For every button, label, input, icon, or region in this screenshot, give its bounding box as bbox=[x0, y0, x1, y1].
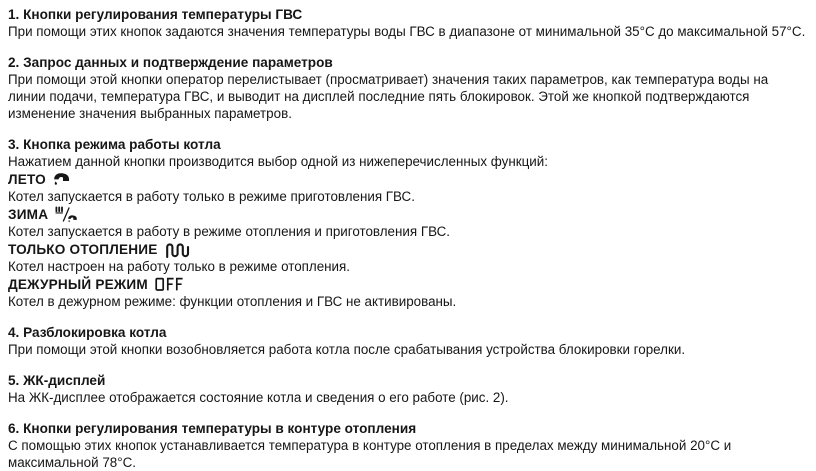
section-data-request bbox=[8, 54, 806, 122]
section-title: 1. Кнопки регулирования температуры ГВС bbox=[8, 7, 303, 22]
faucet-icon bbox=[53, 172, 70, 186]
section-lcd-display bbox=[8, 372, 806, 406]
mode-label: ДЕЖУРНЫЙ РЕЖИМ bbox=[8, 276, 148, 292]
mode-label-row bbox=[8, 205, 806, 223]
section-title: 4. Разблокировка котла bbox=[8, 325, 167, 340]
off-lcd-icon bbox=[155, 277, 185, 292]
radiator-slash-faucet-icon bbox=[55, 206, 77, 223]
section-title: 2. Запрос данных и подтверждение параметров bbox=[8, 55, 333, 70]
mode-label: ТОЛЬКО ОТОПЛЕНИЕ bbox=[8, 241, 158, 257]
section-body: На ЖК-дисплее отображается состояние котла и сведения о его работе (рис. 2). bbox=[8, 390, 509, 405]
mode-label-row bbox=[8, 170, 806, 188]
radiator-coil-icon bbox=[165, 241, 190, 258]
section-intro: Нажатием данной кнопки производится выбор одной из нижеперечисленных функций: bbox=[8, 154, 548, 169]
section-title: 5. ЖК-дисплей bbox=[8, 373, 106, 388]
mode-description: Котел запускается в работу только в режиме приготовления ГВС. bbox=[8, 189, 415, 204]
section-dhw-temp-buttons bbox=[8, 6, 806, 40]
mode-summer bbox=[8, 170, 806, 205]
mode-label: ЛЕТО bbox=[8, 171, 46, 187]
mode-label: ЗИМА bbox=[8, 206, 49, 222]
mode-description: Котел настроен на работу только в режиме отопления. bbox=[8, 259, 351, 274]
mode-standby bbox=[8, 275, 806, 310]
mode-label-row bbox=[8, 275, 806, 293]
mode-heating-only bbox=[8, 240, 806, 275]
section-title: 6. Кнопки регулирования температуры в контуре отопления bbox=[8, 421, 417, 436]
mode-description: Котел в дежурном режиме: функции отопления и ГВС не активированы. bbox=[8, 294, 457, 309]
section-body: При помощи этой кнопки оператор перелистывает (просматривает) значения таких параметров, как температура воды на линии подачи, температура ГВС, и выводит на дисплей последние пять блокировок. Этой же кнопкой подтверждаются изменение значения выбранных параметров. bbox=[8, 72, 769, 121]
section-body: При помощи этих кнопок задаются значения температуры воды ГВС в диапазоне от минимальной 35°C до максимальной 57°C. bbox=[8, 24, 806, 39]
section-heating-temp-buttons bbox=[8, 420, 806, 471]
section-body: С помощью этих кнопок устанавливается температура в контуре отопления в пределах между минимальной 20°C и максимальной 78°C. bbox=[8, 438, 732, 470]
mode-winter bbox=[8, 205, 806, 240]
section-title: 3. Кнопка режима работы котла bbox=[8, 137, 221, 152]
section-boiler-mode-button bbox=[8, 136, 806, 310]
section-boiler-unlock bbox=[8, 324, 806, 358]
mode-description: Котел запускается в работу в режиме отопления и приготовления ГВС. bbox=[8, 224, 450, 239]
section-body: При помощи этой кнопки возобновляется работа котла после срабатывания устройства блокировки горелки. bbox=[8, 342, 686, 357]
mode-label-row bbox=[8, 240, 806, 258]
